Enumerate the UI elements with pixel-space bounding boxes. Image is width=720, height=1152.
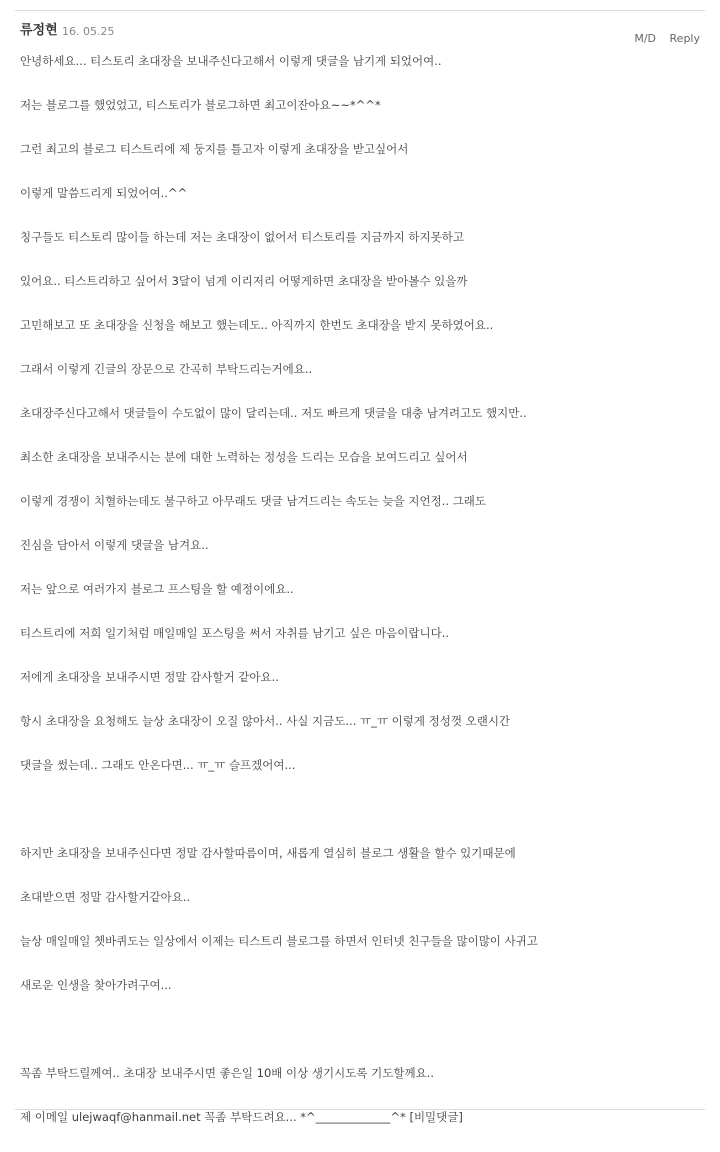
comment-date: 16. 05.25 bbox=[62, 25, 115, 38]
comment-body bbox=[20, 52, 700, 1152]
comment-line: 그런 최고의 블로그 티스트리에 제 둥지를 틀고자 이렇게 초대장을 받고싶어서 bbox=[20, 142, 409, 156]
comment-line: 티스트리에 저희 일기처럼 매일매일 포스팅을 써서 자취를 남기고 싶은 마음이랍니다.. bbox=[20, 626, 450, 640]
comment-line: 꼭좀 부탁드릴께여.. 초대장 보내주시면 좋은일 10배 이상 생기시도록 기도할께요.. bbox=[20, 1066, 434, 1080]
comment-line: 저는 블로그를 했었었고, 티스토리가 블로그하면 최고이잔아요~~*^^* bbox=[20, 98, 381, 112]
comment-line: 초대받으면 정말 감사할거같아요.. bbox=[20, 890, 191, 904]
comment-line: 진심을 담아서 이렇게 댓글을 남겨요.. bbox=[20, 538, 209, 552]
reply-link[interactable]: Reply bbox=[669, 32, 700, 45]
comment-line: 댓글을 썼는데.. 그래도 안온다면... ㅠ_ㅠ 슬프겠어여... bbox=[20, 758, 296, 772]
modify-delete-link[interactable]: M/D bbox=[634, 32, 657, 45]
comment-line: 그래서 이렇게 긴글의 장문으로 간곡히 부탁드리는거에요.. bbox=[20, 362, 313, 376]
comment-line: 칭구들도 티스토리 많이들 하는데 저는 초대장이 없어서 티스토리를 지금까지 하지못하고 bbox=[20, 230, 464, 244]
comment-line: 안녕하세요... 티스토리 초대장을 보내주신다고해서 이렇게 댓글을 남기게 되었어여.. bbox=[20, 54, 442, 68]
comment-line: 고민해보고 또 초대장을 신청을 해보고 했는데도.. 아직까지 한번도 초대장을 받지 못하였어요.. bbox=[20, 318, 494, 332]
comment-author: 류정현 bbox=[20, 23, 58, 38]
blank-line bbox=[20, 1020, 700, 1064]
comment-line: 새로운 인생을 찾아가려구여... bbox=[20, 978, 172, 992]
comment-line: 하지만 초대장을 보내주신다면 정말 감사할따름이며, 새롭게 열심히 블로그 생활을 할수 있기때문에 bbox=[20, 846, 516, 860]
comment-actions bbox=[624, 31, 700, 47]
comment-line: 이렇게 말씀드리게 되었어여..^^ bbox=[20, 186, 188, 200]
comment-line: 항시 초대장을 요청해도 늘상 초대장이 오질 않아서.. 사실 지금도... ㅠ_ㅠ 이렇게 정성껏 오랜시간 bbox=[20, 714, 511, 728]
comment-line: 저에게 초대장을 보내주시면 정말 감사할거 같아요.. bbox=[20, 670, 279, 684]
blank-line bbox=[20, 800, 700, 844]
top-divider bbox=[15, 10, 705, 11]
comment-line: 초대장주신다고해서 댓글들이 수도없이 많이 달리는데.. 저도 빠르게 댓글을 대충 남겨려고도 했지만.. bbox=[20, 406, 527, 420]
comment-line: 이렇게 경쟁이 치혈하는데도 불구하고 아무래도 댓글 남겨드리는 속도는 늦을 지언정.. 그래도 bbox=[20, 494, 487, 508]
comment-line: 제 이메일 ulejwaqf@hanmail.net 꼭좀 부탁드려요... *^_____________^* [비밀댓글] bbox=[20, 1110, 463, 1124]
comment-line: 있어요.. 티스트리하고 싶어서 3달이 넘게 이리저리 어떻게하면 초대장을 받아볼수 있을까 bbox=[20, 274, 468, 288]
comment-line: 저는 앞으로 여러가지 블로그 프스팅을 할 예정이에요.. bbox=[20, 582, 294, 596]
comment-line: 늘상 매일매일 쳇바퀴도는 일상에서 이제는 티스트리 블로그를 하면서 인터넷 친구들을 많이많이 사귀고 bbox=[20, 934, 538, 948]
bottom-divider bbox=[15, 1109, 705, 1110]
comment-line: 최소한 초대장을 보내주시는 분에 대한 노력하는 정성을 드리는 모습을 보여드리고 싶어서 bbox=[20, 450, 468, 464]
